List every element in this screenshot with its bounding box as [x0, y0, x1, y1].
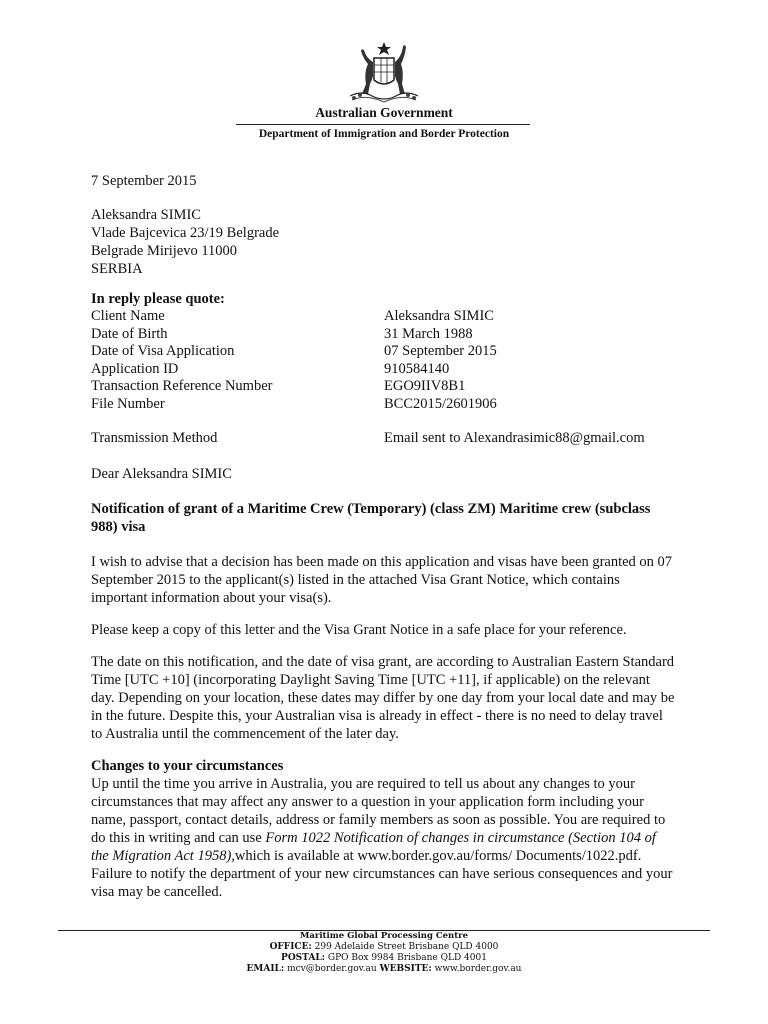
letter-date: 7 September 2015	[91, 173, 197, 189]
form-reference: Form 1022 Notification of changes in circumstance (Section 104 of the Migration Act 1958),	[91, 830, 656, 864]
reference-label: Transaction Reference Number	[91, 378, 273, 395]
department-name: Department of Immigration and Border Protection	[258, 128, 510, 140]
letterhead-divider	[236, 124, 530, 125]
transmission-label: Transmission Method	[91, 430, 218, 446]
reference-row	[91, 308, 497, 326]
address-line: Vlade Bajcevica 23/19 Belgrade	[91, 225, 280, 241]
changes-text: Up until the time you arrive in Australia, you are required to tell us about any changes to your circumstances that may affect any answer to a question in your application form including your name, passport, contact details, address or family members as soon as possible. You are required to do this in writing and can use	[91, 776, 666, 846]
transmission-value: Email sent to Alexandrasimic88@gmail.com	[384, 430, 645, 446]
reference-row	[91, 396, 497, 414]
footer-email: mcv@border.gov.au	[287, 964, 377, 974]
address-line: Aleksandra SIMIC	[91, 207, 201, 223]
reference-label: Date of Birth	[91, 325, 168, 342]
changes-text-after: which is available at www.border.gov.au/forms/ Documents/1022.pdf. Failure to notify the department of your new circumstances can have serious consequences and your visa may be cancelled.	[91, 848, 673, 900]
footer-office: OFFICE: 299 Adelaide Street Brisbane QLD 4000	[269, 942, 499, 952]
reference-table	[91, 308, 497, 414]
reference-value: 07 September 2015	[384, 343, 497, 360]
reference-value: 31 March 1988	[384, 325, 473, 342]
footer-centre-name: Maritime Global Processing Centre	[299, 931, 469, 941]
reference-value: EGO9IIV8B1	[384, 378, 466, 395]
reference-label: Application ID	[91, 360, 179, 377]
footer-website: www.border.gov.au	[434, 964, 522, 974]
changes-paragraph	[91, 775, 676, 901]
recipient-address	[91, 206, 279, 278]
footer	[0, 931, 768, 975]
reference-value: BCC2015/2601906	[384, 395, 497, 412]
paragraph-decision: I wish to advise that a decision has been made on this application and visas have been granted on 07 September 2015 to the applicant(s) listed in the attached Visa Grant Notice, which contains important information about your visa(s).	[91, 554, 673, 606]
paragraph-date-notice: The date on this notification, and the date of visa grant, are according to Australian Eastern Standard Time [UTC +10] (incorporating Daylight Saving Time [UTC +11], if applicable) on the relevant day. Depending on your location, these dates may differ by one day from your local date and may be in the future. Despite this, your Australian visa is already in effect - there is no need to delay travel to Australia until the commencement of the later day.	[91, 654, 675, 742]
subject-line: Notification of grant of a Maritime Crew (Temporary) (class ZM) Maritime crew (subclass 988) visa	[91, 501, 651, 535]
footer-postal: POSTAL: GPO Box 9984 Brisbane QLD 4001	[281, 953, 487, 963]
reference-value: 910584140	[384, 360, 450, 377]
reference-row	[91, 343, 497, 361]
reference-row	[91, 378, 497, 396]
reference-row	[91, 326, 497, 344]
reference-label: Client Name	[91, 308, 165, 324]
footer-contact: EMAIL: mcv@border.gov.au WEBSITE: www.border.gov.au	[246, 964, 522, 974]
changes-heading: Changes to your circumstances	[91, 758, 284, 774]
address-line: Belgrade Mirijevo 11000	[91, 243, 238, 259]
reference-value: Aleksandra SIMIC	[384, 308, 494, 324]
transmission-row	[91, 430, 645, 447]
address-line: SERBIA	[91, 261, 143, 277]
coat-of-arms-icon	[342, 40, 426, 108]
salutation: Dear Aleksandra SIMIC	[91, 466, 232, 482]
reference-label: File Number	[91, 395, 165, 412]
reference-label: Date of Visa Application	[91, 343, 235, 360]
government-title: Australian Government	[315, 105, 453, 120]
paragraph-keep-copy: Please keep a copy of this letter and the Visa Grant Notice in a safe place for your reference.	[91, 622, 627, 638]
reference-row	[91, 361, 497, 379]
reply-heading: In reply please quote:	[91, 291, 225, 307]
